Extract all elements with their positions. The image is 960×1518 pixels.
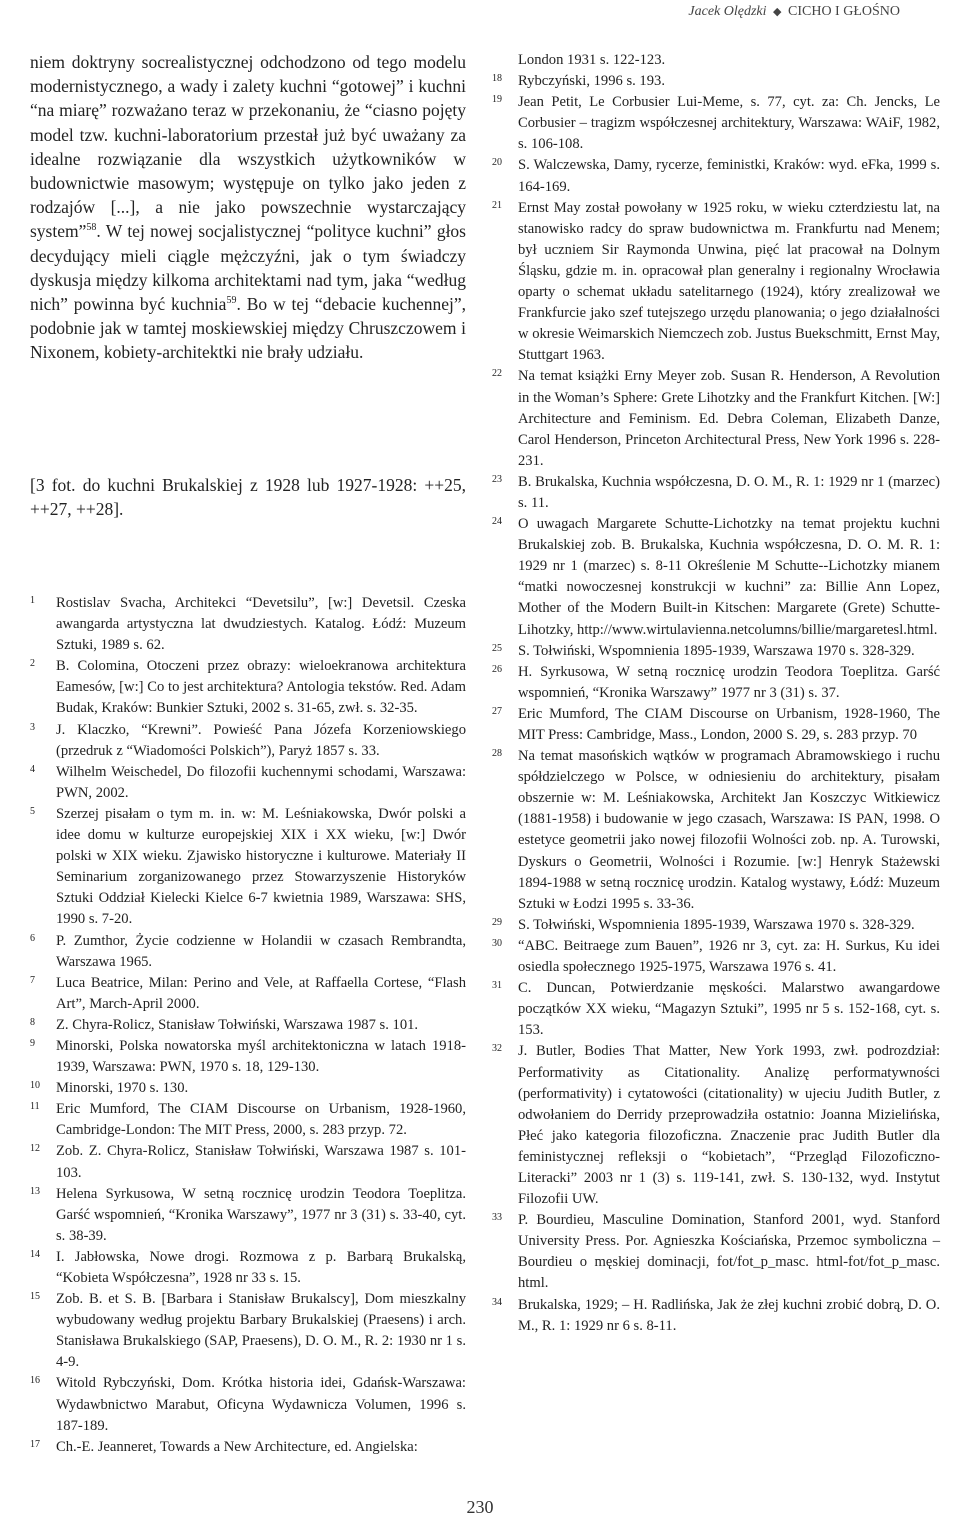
footnote [30, 804, 466, 931]
body-text-part-3: . Bo w tej “debacie kuchennej”, podobnie jak w tamtej moskiewskiej między Chruszczowem i Nixonem, kobiety-architektki nie brały udziału. [30, 294, 467, 363]
footnote [492, 978, 940, 1041]
footnote-text: Ernst May został powołany w 1925 roku, w wieku czterdziestu lat, na stanowisko radcy do spraw budownictwa m. Frankfurtu nad Menem; był uczniem Sir Raymonda Unwina, pięć lat pracował na Dolnym Śląsku, gdzie m. in. opracował plan generalny i regionalny Wrocławia oparty o schemat układu satelitarnego (1924), który zrealizował we Frankfurcie jako szef tutejszego urzędu planowania; o jego działalności w okresie Weimarskich Niemczech zob. Justus Buekschmitt, Ernst May, Stuttgart 1963. [518, 199, 940, 364]
footnote-ref-58: 58 [86, 222, 97, 234]
running-header [300, 4, 900, 22]
footnote-text: S. Tołwiński, Wspomnienia 1895-1939, Warszawa 1970 s. 328-329. [518, 642, 915, 659]
footnote-text: P. Zumthor, Życie codzienne w Holandii w czasach Rembrandta, Warszawa 1965. [56, 932, 466, 970]
footnote-text: C. Duncan, Potwierdzanie męskości. Malarstwo awangardowe początków XX wieku, “Magazyn Sztuki”, 1995 nr 5 s. 152-168, cyt. s. 153. [518, 980, 940, 1039]
footnote-number: 21 [492, 199, 502, 211]
footnote [492, 366, 940, 471]
footnote [492, 198, 940, 367]
footnote-number: 8 [30, 1016, 35, 1028]
footnote-text: Minorski, 1970 s. 130. [56, 1080, 189, 1097]
footnote [30, 1141, 466, 1183]
footnote [30, 656, 466, 719]
footnote-number: 10 [30, 1080, 40, 1092]
footnote-number: 17 [30, 1438, 40, 1450]
page-number: 230 [466, 1497, 494, 1517]
left-column [30, 50, 467, 1455]
footnote-number: 15 [30, 1291, 40, 1303]
footnote-text: Rostislav Svacha, Architekci “Devetsilu”, [w:] Devetsil. Czeska awangarda artystyczna lat dwudziestych. Katalog. Łódź: Muzeum Sztuki, 1989 s. 62. [56, 595, 466, 654]
footnote [492, 936, 940, 978]
footnotes-right [492, 50, 940, 1337]
footnote-text: Luca Beatrice, Milan: Perino and Vele, at Raffaella Cortese, “Flash Art”, March-April 2000. [56, 974, 466, 1012]
footnote [30, 1373, 466, 1436]
footnote-number: 14 [30, 1248, 40, 1260]
footnote-text: Szerzej pisałam o tym m. in. w: M. Leśniakowska, Dwór polski a idee domu w kulturze europejskiej XIX i XX wieku, [w:] Dwór polski w XIX wieku. Zjawisko historyczne i kulturowe. Materiały II Seminarium zorganizowanego przez Stowarzyszenie Historyków Sztuki Oddział Kielecki Kielce 6-7 kwietnia 1989, Warszawa: SHS, 1990 s. 7-20. [56, 805, 466, 928]
footnote-number: 24 [492, 516, 502, 528]
footnote-number: 7 [30, 974, 35, 986]
footnote [30, 1078, 466, 1099]
footnote [492, 746, 940, 915]
footnote-number: 5 [30, 805, 35, 817]
footnotes-left [30, 593, 466, 1458]
diamond-icon: ◆ [773, 6, 782, 18]
footnote [30, 1184, 466, 1247]
footnote-number: 6 [30, 932, 35, 944]
footnote-text: Minorski, Polska nowatorska myśl architektoniczna w latach 1918-1939, Warszawa: PWN, 1970 s. 18, 129-130. [56, 1037, 466, 1076]
footnote-number: 30 [492, 937, 502, 949]
footnote-number [492, 50, 518, 71]
footnote [492, 155, 940, 197]
footnote-text: Z. Chyra-Rolicz, Stanisław Tołwiński, Warszawa 1987 s. 101. [56, 1016, 419, 1033]
footnote-text: Zob. B. et S. B. [Barbara i Stanisław Brukalscy], Dom mieszkalny wybudowany według projektu Barbary Brukalskiej (Praesens) i arch. Stanisława Brukalskiego (SAP, Praesens), D. O. M., R. 2: 1930 nr 1 s. 4-9. [56, 1291, 466, 1371]
footnote-number: 29 [492, 916, 502, 928]
footnote [30, 1247, 466, 1289]
footnote-number: 9 [30, 1037, 35, 1049]
footnote-number: 12 [30, 1143, 40, 1155]
footnote-number: 20 [492, 157, 502, 169]
footnote-text: Brukalska, 1929; – H. Radlińska, Jak że złej kuchni zrobić dobrą, D. O. M., R. 1: 1929 nr 6 s. 8-11. [518, 1296, 940, 1334]
footnote [492, 1295, 940, 1337]
footnote-number: 26 [492, 663, 502, 675]
footnote-number: 34 [492, 1296, 502, 1308]
footnote-number: 16 [30, 1375, 40, 1387]
footnote [30, 1036, 466, 1078]
footnote [30, 1099, 466, 1141]
footnote [30, 720, 466, 762]
footnote-text: B. Colomina, Otoczeni przez obrazy: wieloekranowa architektura Eamesów, [w:] Co to jest architektura? Antologia tekstów. Red. Adam Budak, Kraków: Bunkier Sztuki, 2002 s. 31-65, zwł. s. 32-35. [56, 658, 466, 717]
footnote-number: 23 [492, 473, 502, 485]
footnote-number: 3 [30, 721, 35, 733]
footnote-text: S. Walczewska, Damy, rycerze, feministki, Kraków: wyd. eFka, 1999 s. 164-169. [518, 157, 940, 195]
footnote-text: J. Butler, Bodies That Matter, New York 1993, zwł. podrozdział: Performativity as Citationality. Analizę performatywności (performativity) i cytatowości (citationality) w ujeciu Judith Butler, z odwołaniem do Derridy przeprowadziła ostatnio: Joanna Mizielińska, Płeć jako kategoria filozoficzna. Znaczenie prac Judith Butler dla feministycznej refleksji o “kobietach”, “Przegląd Filozoficzno-Literacki” 2003 nr 1 (3) s. 119-141, zwł. S. 130-132, wyd. Instytut Filozofii UW. [518, 1043, 940, 1208]
footnote [30, 1015, 466, 1036]
footnote-text: “ABC. Beitraege zum Bauen”, 1926 nr 3, cyt. za: H. Surkus, Ku idei osiedla społecznego 1925-1975, Warszawa 1976 s. 41. [518, 937, 940, 976]
footnote [30, 762, 466, 804]
footnote [30, 931, 466, 973]
right-column [492, 50, 940, 1337]
footnote-number: 11 [30, 1101, 40, 1113]
footnote-text: Na temat masońskich wątków w programach Abramowskiego i ruchu spółdzielczego w Polsce, w odniesieniu do architektury, pisałam obszernie w: M. Leśniakowska, Architekt Jan Koszczyc Witkiewicz (1881-1958) i budowanie w jego czasach, Warszawa: IS PAN, 1998. O estetyce geometrii jako nowej filozofii Wolności zob. np. A. Turowski, Dyskurs o Geometrii, Wolności i Rozumie. [w:] Henryk Stażewski 1894-1988 w setną rocznicę urodzin. Katalog wystawy, Łódź: Muzeum Sztuki w Łodzi 1995 s. 33-36. [518, 748, 940, 912]
header-author: Jacek Olędzki [688, 4, 767, 19]
footnote [492, 704, 940, 746]
footnote [30, 973, 466, 1015]
footnote-text: S. Tołwiński, Wspomnienia 1895-1939, Warszawa 1970 s. 328-329. [518, 916, 915, 933]
footnote-text: H. Syrkusowa, W setną rocznicę urodzin Teodora Toeplitza. Garść wspomnień, “Kronika Warszawy” 1977 nr 3 (31) s. 37. [518, 663, 940, 701]
body-paragraph [30, 50, 466, 365]
footnote [492, 1041, 940, 1210]
footnote-text: London 1931 s. 122-123. [518, 52, 666, 68]
footnote-text: B. Brukalska, Kuchnia współczesna, D. O. M., R. 1: 1929 nr 1 (marzec) s. 11. [518, 473, 940, 511]
footnote [30, 593, 466, 656]
footnote-text: J. Klaczko, “Krewni”. Powieść Pana Józefa Korzeniowskiego (przedruk z “Wiadomości Polskich”), Paryż 1857 s. 33. [56, 721, 466, 759]
footnote-number: 28 [492, 748, 502, 760]
footnote-text: Na temat książki Erny Meyer zob. Susan R. Henderson, A Revolution in the Woman’s Sphere: Grete Lihotzky and the Frankfurt Kitchen. [W:] Architecture and Feminism. Ed. Debra Coleman, Elizabeth Danze, Carol Henderson, Princeton Architectural Press, New York 1996 s. 228-231. [518, 368, 940, 469]
body-text-part-2: . W tej nowej socjalistycznej “polityce kuchni” głos decydujący mieli ciągle mężczyźni, jak o tym świadczy dyskusja między kilkoma architektami nad tym, jaka “według nich” powinna być kuchnia [30, 221, 466, 315]
footnote [492, 662, 940, 704]
footnote-number: 27 [492, 705, 502, 717]
footnote-number: 13 [30, 1185, 40, 1197]
body-text-part-1: niem doktryny socrealistycznej odchodzono od tego modelu modernistycznego, a wady i zalety kuchni “gotowej” i kuchni “na miarę” rozważano teraz w przekonaniu, że “ciasno pojęty model tzw. kuchni-laboratorium przestał już być uważany za idealne rozwiązanie dla wszystkich użytkowników w budownictwie masowym; występuje on tylko jako jeden z rodzajów [...], a nie jako powszechnie wystarczający system” [30, 52, 466, 242]
footnote-number: 31 [492, 980, 502, 992]
header-title: CICHO I GŁOŚNO [788, 4, 900, 19]
footnote [492, 50, 940, 71]
footnote-text: Jean Petit, Le Corbusier Lui-Meme, s. 77, cyt. za: Ch. Jencks, Le Corbusier – tragizm współczesnej architektury, Warszawa: WAiF, 1982, s. 106-108. [518, 94, 940, 153]
footnote-number: 32 [492, 1043, 502, 1055]
footnote-ref-59: 59 [226, 295, 237, 307]
footnote-number: 33 [492, 1212, 502, 1224]
footnote-text: Zob. Z. Chyra-Rolicz, Stanisław Tołwiński, Warszawa 1987 s. 101-103. [56, 1143, 466, 1181]
footnote-number: 1 [30, 595, 35, 606]
footnote-text: Witold Rybczyński, Dom. Krótka historia idei, Gdańsk-Warszawa: Wydawbnictwo Marabut, Oficyna Wydawnicza Volumen, 1996 s. 187-189. [56, 1375, 466, 1434]
photo-note: [3 fot. do kuchni Brukalskiej z 1928 lub 1927-1928: ++25, ++27, ++28]. [30, 475, 466, 520]
footnote-text: Eric Mumford, The CIAM Discourse on Urbanism, 1928-1960, Cambridge-London: The MIT Press, 2000, s. 283 przyp. 72. [56, 1101, 466, 1139]
footnote [492, 1210, 940, 1294]
footnote [492, 92, 940, 155]
footnote-text: P. Bourdieu, Masculine Domination, Stanford 2001, wyd. Stanford University Press. Por. Agnieszka Kościańska, Przemoc symboliczna – Bourdieu o męskiej dominacji, fot/fot_p_masc. html-fot/fot_p_masc. html. [518, 1212, 940, 1292]
footnote-text: Helena Syrkusowa, W setną rocznicę urodzin Teodora Toeplitza. Garść wspomnień, “Kronika Warszawy”, 1977 nr 3 (31) s. 33-40, cyt. s. 38-39. [56, 1185, 466, 1244]
footnote-number: 19 [492, 94, 502, 106]
footnote-text: O uwagach Margarete Schutte-Lichotzky na temat projektu kuchni Brukalskiej zob. B. Brukalska, Kuchnia współczesna, D. O. M. R. 1: 1929 nr 1 (marzec) s. 8-11 Określenie M Schutte--Lichotzky mianem “matki nowoczesnej konstrukcji w kuchni” za: Billie Ann Lopez, Mother of the Modern Built-in Kitschen: Margarete (Grete) Schutte-Lihotzky, http://www.wirtulavienna.netcolumns/billie/margaretesl.html. [518, 516, 940, 638]
footnote-number: 25 [492, 642, 502, 654]
footnote-number: 4 [30, 763, 35, 775]
footnote [30, 1289, 466, 1373]
footnote [30, 1437, 466, 1458]
footnote-number: 2 [30, 658, 35, 670]
footnote [492, 915, 940, 936]
footnote-text: Eric Mumford, The CIAM Discourse on Urbanism, 1928-1960, The MIT Press: Cambridge, Mass., London, 2000 S. 29, s. 283 przyp. 70 [518, 705, 940, 743]
footnote-text: Wilhelm Weischedel, Do filozofii kuchennymi schodami, Warszawa: PWN, 2002. [56, 763, 466, 801]
footnote-text: Rybczyński, 1996 s. 193. [518, 73, 665, 90]
footnote-number: 22 [492, 368, 502, 380]
footnote [492, 71, 940, 92]
footnote-text: I. Jabłowska, Nowe drogi. Rozmowa z p. Barbarą Brukalską, “Kobieta Współczesna”, 1928 nr 33 s. 15. [56, 1248, 466, 1286]
footnote-text: Ch.-E. Jeanneret, Towards a New Architecture, ed. Angielska: [56, 1438, 418, 1455]
footnote [492, 472, 940, 514]
footnote [492, 641, 940, 662]
footnote-number: 18 [492, 73, 502, 85]
footnote [492, 514, 940, 641]
